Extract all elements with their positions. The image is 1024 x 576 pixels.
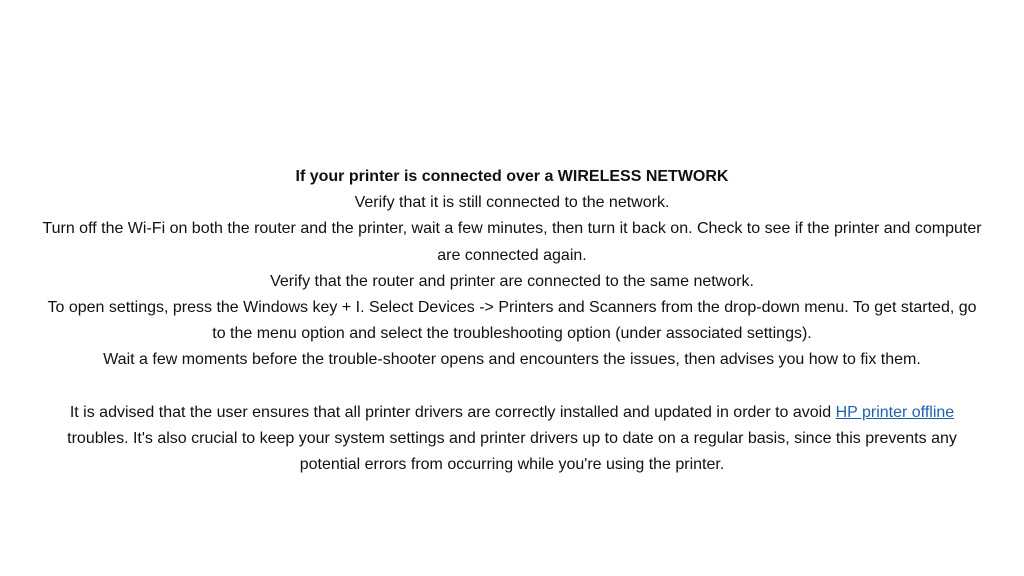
instruction-line: Turn off the Wi-Fi on both the router and the printer, wait a few minutes, then turn it back on. Check to see if the printer and computer are connected again. xyxy=(42,220,982,264)
instruction-line: To open settings, press the Windows key + I. Select Devices -> Printers and Scanners from the drop-down menu. To get started, go to the menu option and select the troubleshooting option (under associated settings). xyxy=(47,299,977,343)
instruction-line: Wait a few moments before the trouble-shooter opens and encounters the issues, then advises you how to fix them. xyxy=(103,351,921,369)
instruction-line: Verify that it is still connected to the network. xyxy=(354,194,670,212)
advice-text-after-link: troubles. It's also crucial to keep your system settings and printer drivers up to date on a regular basis, since this prevents any potential errors from occurring while you're using the printer. xyxy=(67,430,957,474)
instruction-line: Verify that the router and printer are connected to the same network. xyxy=(270,272,754,290)
hp-printer-offline-link[interactable]: HP printer offline xyxy=(835,403,955,421)
paragraph-spacer xyxy=(40,374,984,400)
document-body xyxy=(40,164,984,478)
section-heading: If your printer is connected over a WIRELESS NETWORK xyxy=(295,168,729,185)
advice-text-before-link: It is advised that the user ensures that all printer drivers are correctly installed and updated in order to avoid xyxy=(69,403,836,421)
advice-paragraph xyxy=(40,400,984,479)
